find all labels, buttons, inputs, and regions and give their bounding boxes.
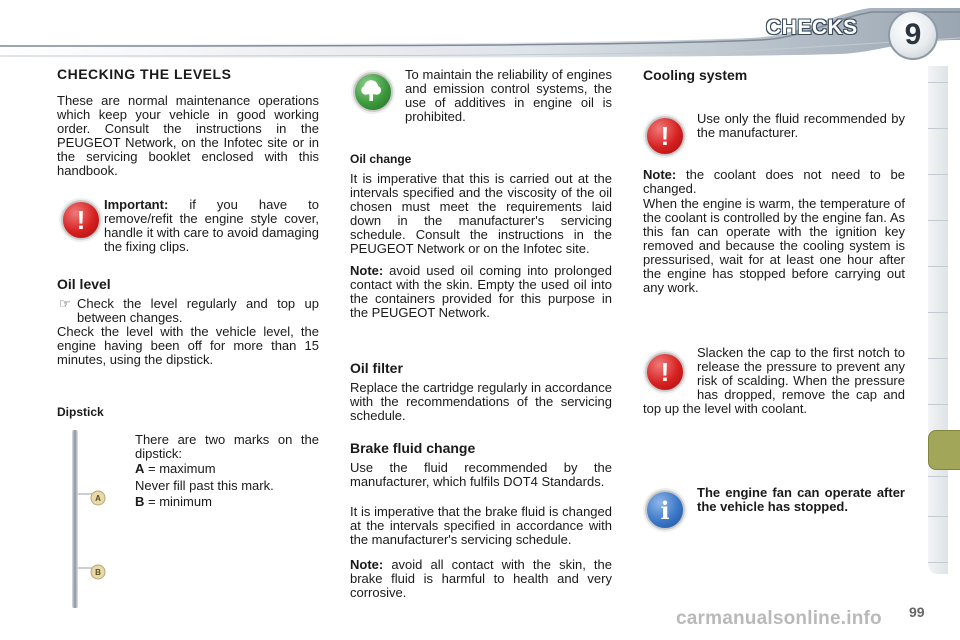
warning-icon: ! [645, 352, 685, 392]
never-fill-text: Never fill past this mark. [135, 478, 274, 493]
tab-divider [928, 82, 948, 83]
warning-icon: ! [645, 116, 685, 156]
active-chapter-tab[interactable] [928, 430, 960, 470]
mark-a-label: A [135, 461, 145, 476]
mark-a-line [135, 462, 319, 476]
dipstick-heading: Dipstick [57, 405, 104, 419]
mark-b-line [135, 495, 319, 509]
mark-b-label: B [135, 494, 145, 509]
oil-change-text: It is imperative that this is carried out at the intervals specified and the viscosity of the oil chosen must meet the requirements laid down in the manufacturer's servicing schedule. Consult the instructions in the PEUGEOT Network or on the Infotec site. [350, 171, 612, 256]
brake-fluid-note [350, 558, 612, 600]
oil-change-note [350, 264, 612, 320]
mark-b-text: = minimum [144, 494, 212, 509]
important-label: Important: [104, 197, 169, 212]
oil-level-heading: Oil level [57, 276, 111, 292]
oil-change-heading: Oil change [350, 152, 412, 166]
oil-filter-heading: Oil filter [350, 360, 403, 376]
tab-divider [928, 404, 948, 405]
tab-divider [928, 220, 948, 221]
important-text: if you have to remove/refit the engine style cover, handle it with care to avoid damaging the fixing clips. [104, 197, 319, 254]
important-note [104, 198, 319, 254]
chapter-number-badge: 9 [888, 10, 938, 60]
tab-divider [928, 516, 948, 517]
slacken-cap-text [643, 346, 905, 416]
mark-a-text: = maximum [144, 461, 216, 476]
tab-rail-background [928, 66, 948, 574]
pointing-hand-icon: ☞ [59, 296, 71, 311]
dipstick-illustration [70, 430, 110, 610]
oil-level-text: Check the level with the vehicle level, the engine having been off for more than 15 minutes, using the dipstick. [57, 324, 319, 367]
intro-paragraph: These are normal maintenance operations which keep your vehicle in good working order. Consult the instructions in the PEUGEOT Network, on the Infotec site or in the servicing booklet enclosed with this handbook. [57, 93, 319, 178]
slacken-icon-spacer [643, 346, 697, 392]
tab-divider [928, 476, 948, 477]
oil-note-text: avoid used oil coming into prolonged contact with the skin. Empty the used oil into the containers provided for this purpose in the PEUGEOT Network. [350, 263, 612, 320]
dipstick-intro: There are two marks on the dipstick: [135, 432, 319, 461]
oil-note-label: Note: [350, 263, 384, 278]
engine-fan-info: The engine fan can operate after the vehicle has stopped. [697, 485, 905, 514]
brake-note-label: Note: [350, 557, 384, 572]
warning-icon: ! [61, 200, 101, 240]
coolant-note-label: Note: [643, 167, 677, 182]
cooling-system-heading: Cooling system [643, 67, 748, 83]
page-number: 99 [909, 604, 925, 620]
coolant-note-text: the coolant does not need to be changed. [643, 167, 905, 196]
oil-level-bullet [57, 297, 319, 325]
tab-divider [928, 312, 948, 313]
chapter-tab-rail [928, 66, 948, 574]
chapter-title: CHECKS [766, 16, 858, 39]
brake-note-text: avoid all contact with the skin, the brake fluid is harmful to health and very corrosive. [350, 557, 612, 600]
tab-divider [928, 358, 948, 359]
dipstick-mark-b: B [95, 568, 101, 577]
tab-divider [928, 562, 948, 563]
engine-warm-text: When the engine is warm, the temperature of the coolant is controlled by the engine fan. As this fan can operate with the ignition key removed and because the cooling system is pressurised, wait for at least one hour after the engine has stopped before carrying out any work. [643, 196, 905, 295]
tab-divider [928, 266, 948, 267]
watermark-text: carmanualsonline.info [676, 608, 882, 629]
environment-tree-icon [353, 72, 393, 112]
info-icon: i [645, 490, 685, 530]
oil-filter-text: Replace the cartridge regularly in accordance with the recommendations of the servicing schedule. [350, 380, 612, 423]
brake-fluid-heading: Brake fluid change [350, 440, 476, 456]
page-title: CHECKING THE LEVELS [57, 66, 232, 82]
tab-divider [928, 128, 948, 129]
additives-warning: To maintain the reliability of engines and emission control systems, the use of additives in engine oil is prohibited. [405, 67, 612, 124]
coolant-fluid-warning: Use only the fluid recommended by the manufacturer. [697, 111, 905, 140]
oil-level-bullet-text: Check the level regularly and top up between changes. [77, 296, 319, 325]
dipstick-mark-a: A [95, 494, 101, 503]
brake-fluid-text-2: It is imperative that the brake fluid is changed at the intervals specified in accordance with the manufacturer's servicing schedule. [350, 504, 612, 547]
brake-fluid-text-1: Use the fluid recommended by the manufacturer, which fulfils DOT4 Standards. [350, 460, 612, 489]
slacken-cap-content: Slacken the cap to the first notch to release the pressure to prevent any risk of scalding. When the pressure has dropped, remove the cap and top up the level with coolant. [643, 345, 905, 416]
tab-divider [928, 174, 948, 175]
coolant-note [643, 168, 905, 196]
